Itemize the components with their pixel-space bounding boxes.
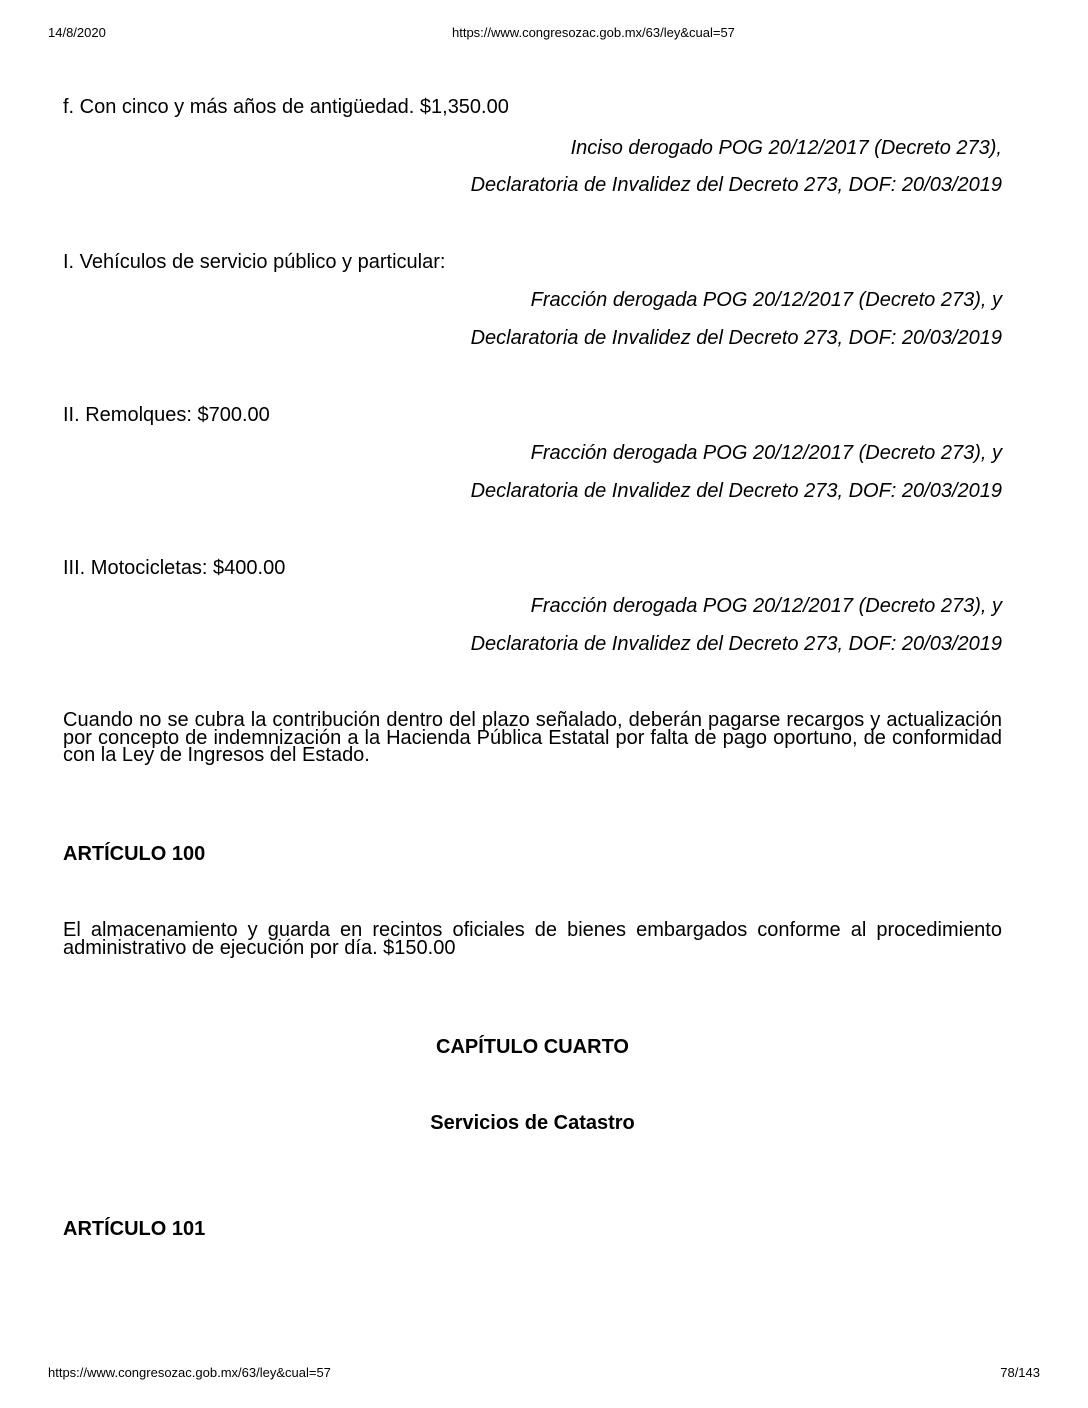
- fraction-2-note-2: Declaratoria de Invalidez del Decreto 273, DOF: 20/03/2019: [470, 480, 1002, 502]
- chapter-title: CAPÍTULO CUARTO: [436, 1036, 629, 1058]
- fraction-2: II. Remolques: $700.00: [63, 404, 270, 426]
- fraction-1-note-2: Declaratoria de Invalidez del Decreto 273, DOF: 20/03/2019: [470, 327, 1002, 349]
- print-date: 14/8/2020: [48, 25, 106, 40]
- article-100-title: ARTÍCULO 100: [63, 843, 206, 865]
- fraction-3-note-2: Declaratoria de Invalidez del Decreto 273, DOF: 20/03/2019: [470, 633, 1002, 655]
- chapter-subtitle: Servicios de Catastro: [430, 1112, 635, 1134]
- page-number: 78/143: [1000, 1365, 1040, 1380]
- fraction-1: I. Vehículos de servicio público y particular:: [63, 251, 446, 273]
- fraction-3: III. Motocicletas: $400.00: [63, 557, 286, 579]
- fraction-1-note-1: Fracción derogada POG 20/12/2017 (Decreto 273), y: [530, 289, 1002, 311]
- item-f-note-2: Declaratoria de Invalidez del Decreto 273, DOF: 20/03/2019: [470, 174, 1002, 196]
- print-footer-url: https://www.congresozac.gob.mx/63/ley&cual=57: [48, 1365, 331, 1380]
- article-101-title: ARTÍCULO 101: [63, 1218, 206, 1240]
- item-f: f. Con cinco y más años de antigüedad. $1,350.00: [63, 96, 509, 118]
- surcharge-paragraph: Cuando no se cubra la contribución dentro del plazo señalado, deberán pagarse recargos y actualización por concepto de indemnización a la Hacienda Pública Estatal por falta de pago oportuno, de conformidad con la Ley de Ingresos del Estado.: [63, 709, 1002, 766]
- item-f-note-1: Inciso derogado POG 20/12/2017 (Decreto 273),: [570, 137, 1002, 159]
- article-100-text: El almacenamiento y guarda en recintos oficiales de bienes embargados conforme al procedimiento administrativo de ejecución por día. $150.00: [63, 919, 1002, 959]
- print-header-url: https://www.congresozac.gob.mx/63/ley&cual=57: [452, 25, 735, 40]
- fraction-2-note-1: Fracción derogada POG 20/12/2017 (Decreto 273), y: [530, 442, 1002, 464]
- fraction-3-note-1: Fracción derogada POG 20/12/2017 (Decreto 273), y: [530, 595, 1002, 617]
